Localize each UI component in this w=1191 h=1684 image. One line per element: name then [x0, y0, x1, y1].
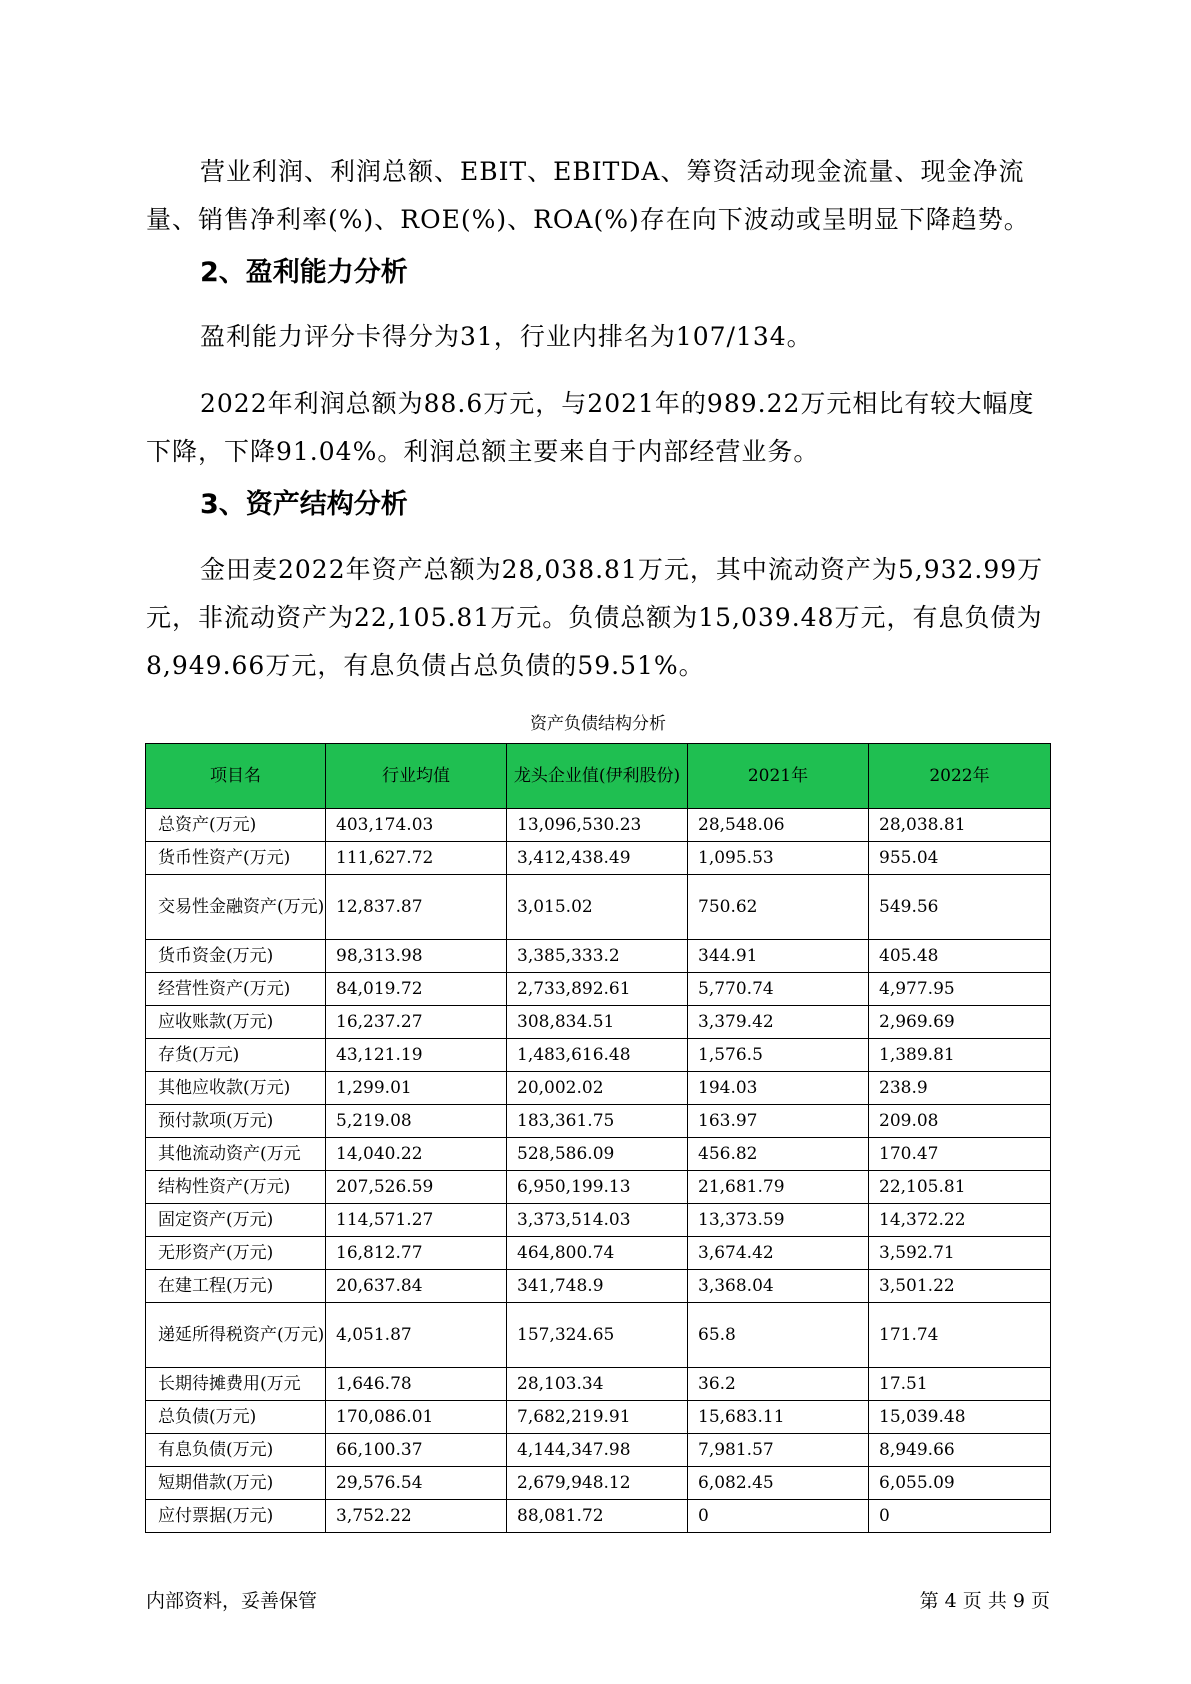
table-cell-item: 无形资产(万元) [146, 1237, 326, 1270]
table-cell-item: 其他流动资产(万元 [146, 1138, 326, 1171]
table-row [146, 809, 1051, 842]
table-cell-value: 4,051.87 [326, 1303, 507, 1368]
table-cell-value: 157,324.65 [507, 1303, 688, 1368]
table-cell-value: 17.51 [869, 1368, 1051, 1401]
table-cell-value: 14,372.22 [869, 1204, 1051, 1237]
table-cell-value: 3,674.42 [688, 1237, 869, 1270]
table-cell-value: 13,373.59 [688, 1204, 869, 1237]
table-row [146, 1270, 1051, 1303]
table-cell-item: 递延所得税资产(万元) [146, 1303, 326, 1368]
table-cell-item: 其他应收款(万元) [146, 1072, 326, 1105]
table-row [146, 842, 1051, 875]
table-cell-value: 111,627.72 [326, 842, 507, 875]
table-cell-value: 170,086.01 [326, 1401, 507, 1434]
table-cell-value: 14,040.22 [326, 1138, 507, 1171]
header-industry-average: 行业均值 [326, 744, 507, 809]
section-heading-asset-structure: 3、资产结构分析 [200, 489, 408, 520]
table-cell-value: 28,038.81 [869, 809, 1051, 842]
table-cell-value: 21,681.79 [688, 1171, 869, 1204]
table-cell-item: 经营性资产(万元) [146, 973, 326, 1006]
table-row [146, 1434, 1051, 1467]
table-row [146, 1105, 1051, 1138]
table-cell-value: 15,683.11 [688, 1401, 869, 1434]
table-cell-value: 7,682,219.91 [507, 1401, 688, 1434]
table-cell-item: 应收账款(万元) [146, 1006, 326, 1039]
header-year-2022: 2022年 [869, 744, 1051, 809]
table-cell-value: 3,592.71 [869, 1237, 1051, 1270]
table-cell-value: 528,586.09 [507, 1138, 688, 1171]
balance-structure-table [145, 743, 1051, 1533]
section-heading-profitability: 2、盈利能力分析 [200, 257, 408, 288]
table-row [146, 1138, 1051, 1171]
table-cell-value: 1,646.78 [326, 1368, 507, 1401]
table-cell-value: 1,483,616.48 [507, 1039, 688, 1072]
table-cell-value: 16,237.27 [326, 1006, 507, 1039]
table-cell-value: 0 [869, 1500, 1051, 1533]
table-row [146, 1237, 1051, 1270]
table-cell-value: 5,219.08 [326, 1105, 507, 1138]
table-cell-value: 114,571.27 [326, 1204, 507, 1237]
table-cell-value: 22,105.81 [869, 1171, 1051, 1204]
table-cell-value: 1,095.53 [688, 842, 869, 875]
table-row [146, 1303, 1051, 1368]
table-body [146, 809, 1051, 1533]
table-caption: 资产负债结构分析 [530, 714, 666, 734]
table-cell-value: 308,834.51 [507, 1006, 688, 1039]
table-cell-value: 183,361.75 [507, 1105, 688, 1138]
paragraph-total-profit: 2022年利润总额为88.6万元，与2021年的989.22万元相比有较大幅度下降，下降91.04%。利润总额主要来自于内部经营业务。 [146, 389, 1035, 466]
table-cell-item: 总资产(万元) [146, 809, 326, 842]
table-cell-value: 12,837.87 [326, 875, 507, 940]
table-row [146, 1171, 1051, 1204]
table-row [146, 1204, 1051, 1237]
table-cell-value: 84,019.72 [326, 973, 507, 1006]
table-cell-value: 194.03 [688, 1072, 869, 1105]
table-cell-item: 总负债(万元) [146, 1401, 326, 1434]
footer-confidential-note: 内部资料，妥善保管 [146, 1590, 318, 1612]
table-cell-item: 固定资产(万元) [146, 1204, 326, 1237]
table-cell-value: 2,679,948.12 [507, 1467, 688, 1500]
table-cell-value: 238.9 [869, 1072, 1051, 1105]
table-cell-value: 8,949.66 [869, 1434, 1051, 1467]
table-cell-value: 13,096,530.23 [507, 809, 688, 842]
table-cell-item: 货币资金(万元) [146, 940, 326, 973]
table-cell-value: 341,748.9 [507, 1270, 688, 1303]
table-cell-value: 170.47 [869, 1138, 1051, 1171]
table-cell-item: 长期待摊费用(万元 [146, 1368, 326, 1401]
table-cell-value: 88,081.72 [507, 1500, 688, 1533]
table-cell-value: 3,015.02 [507, 875, 688, 940]
table-row [146, 875, 1051, 940]
table-cell-value: 3,379.42 [688, 1006, 869, 1039]
table-cell-value: 6,082.45 [688, 1467, 869, 1500]
table-cell-item: 结构性资产(万元) [146, 1171, 326, 1204]
table-cell-value: 405.48 [869, 940, 1051, 973]
table-cell-value: 464,800.74 [507, 1237, 688, 1270]
table-cell-value: 65.8 [688, 1303, 869, 1368]
table-cell-value: 7,981.57 [688, 1434, 869, 1467]
table-cell-value: 1,576.5 [688, 1039, 869, 1072]
table-cell-value: 3,373,514.03 [507, 1204, 688, 1237]
table-cell-value: 66,100.37 [326, 1434, 507, 1467]
table-cell-value: 1,389.81 [869, 1039, 1051, 1072]
table-cell-value: 3,368.04 [688, 1270, 869, 1303]
table-cell-value: 3,501.22 [869, 1270, 1051, 1303]
table-cell-value: 6,950,199.13 [507, 1171, 688, 1204]
header-year-2021: 2021年 [688, 744, 869, 809]
table-cell-value: 3,412,438.49 [507, 842, 688, 875]
table-cell-value: 4,977.95 [869, 973, 1051, 1006]
table-cell-item: 短期借款(万元) [146, 1467, 326, 1500]
table-header-row [146, 744, 1051, 809]
paragraph-declining-metrics: 营业利润、利润总额、EBIT、EBITDA、筹资活动现金流量、现金净流量、销售净利率(%)、ROE(%)、ROA(%)存在向下波动或呈明显下降趋势。 [146, 157, 1030, 234]
table-cell-value: 36.2 [688, 1368, 869, 1401]
table-cell-value: 171.74 [869, 1303, 1051, 1368]
table-cell-item: 应付票据(万元) [146, 1500, 326, 1533]
table-row [146, 1500, 1051, 1533]
header-item-name: 项目名 [146, 744, 326, 809]
table-row [146, 973, 1051, 1006]
table-row [146, 940, 1051, 973]
table-cell-value: 403,174.03 [326, 809, 507, 842]
table-row [146, 1039, 1051, 1072]
table-cell-value: 29,576.54 [326, 1467, 507, 1500]
table-row [146, 1401, 1051, 1434]
table-cell-item: 交易性金融资产(万元) [146, 875, 326, 940]
table-cell-value: 344.91 [688, 940, 869, 973]
table-cell-value: 750.62 [688, 875, 869, 940]
table-cell-value: 0 [688, 1500, 869, 1533]
table-row [146, 1072, 1051, 1105]
table-cell-item: 有息负债(万元) [146, 1434, 326, 1467]
table-cell-item: 预付款项(万元) [146, 1105, 326, 1138]
table-cell-value: 955.04 [869, 842, 1051, 875]
table-cell-value: 20,637.84 [326, 1270, 507, 1303]
table-cell-value: 549.56 [869, 875, 1051, 940]
table-cell-value: 3,385,333.2 [507, 940, 688, 973]
table-cell-value: 28,103.34 [507, 1368, 688, 1401]
table-cell-value: 43,121.19 [326, 1039, 507, 1072]
footer-page-number: 第 4 页 共 9 页 [919, 1590, 1050, 1612]
table-cell-value: 4,144,347.98 [507, 1434, 688, 1467]
table-row [146, 1368, 1051, 1401]
table-cell-value: 3,752.22 [326, 1500, 507, 1533]
table-cell-value: 5,770.74 [688, 973, 869, 1006]
paragraph-profitability-score: 盈利能力评分卡得分为31，行业内排名为107/134。 [200, 322, 813, 351]
table-cell-value: 20,002.02 [507, 1072, 688, 1105]
table-cell-value: 28,548.06 [688, 809, 869, 842]
table-cell-value: 207,526.59 [326, 1171, 507, 1204]
table-row [146, 1467, 1051, 1500]
table-cell-value: 6,055.09 [869, 1467, 1051, 1500]
table-row [146, 1006, 1051, 1039]
paragraph-asset-summary: 金田麦2022年资产总额为28,038.81万元，其中流动资产为5,932.99万元，非流动资产为22,105.81万元。负债总额为15,039.48万元，有息负债为8,949.66万元，有息负债占总负债的59.51%。 [146, 555, 1044, 680]
table-cell-value: 209.08 [869, 1105, 1051, 1138]
table-cell-item: 在建工程(万元) [146, 1270, 326, 1303]
table-cell-value: 98,313.98 [326, 940, 507, 973]
table-cell-item: 货币性资产(万元) [146, 842, 326, 875]
table-cell-value: 163.97 [688, 1105, 869, 1138]
table-cell-value: 456.82 [688, 1138, 869, 1171]
table-cell-value: 2,733,892.61 [507, 973, 688, 1006]
table-cell-value: 16,812.77 [326, 1237, 507, 1270]
table-cell-value: 1,299.01 [326, 1072, 507, 1105]
table-cell-value: 15,039.48 [869, 1401, 1051, 1434]
table-cell-value: 2,969.69 [869, 1006, 1051, 1039]
table-cell-item: 存货(万元) [146, 1039, 326, 1072]
header-leader-value: 龙头企业值(伊利股份) [507, 744, 688, 809]
